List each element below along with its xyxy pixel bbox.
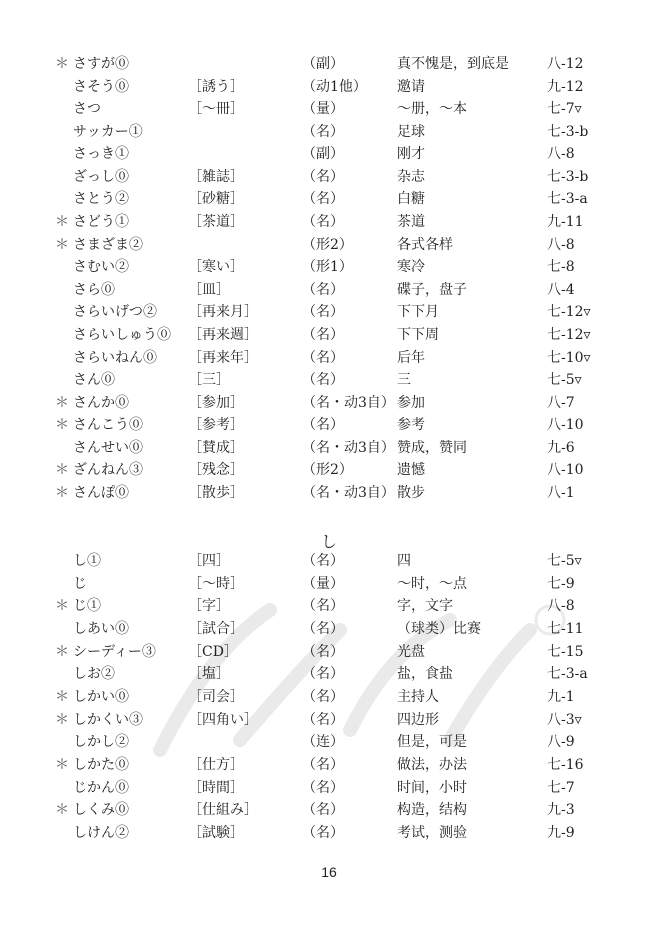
vocab-entry (0, 257, 658, 277)
entry-kanji: ［散歩］ (188, 485, 244, 502)
entry-part-of-speech: （名） (302, 643, 344, 660)
entry-lesson-ref: 七-16 (547, 757, 584, 774)
entry-kanji: ［皿］ (188, 281, 230, 298)
entry-part-of-speech: （名） (302, 191, 344, 208)
entry-meaning: 下下月 (397, 304, 439, 321)
entry-reading: さらいねん⓪ (73, 349, 157, 366)
entry-lesson-ref: 八-8 (547, 146, 575, 163)
entry-lesson-ref: 八-4 (547, 281, 575, 298)
entry-part-of-speech: （形2） (302, 462, 353, 479)
entry-reading: さらいしゅう⓪ (73, 326, 171, 343)
entry-kanji: ［賛成］ (188, 439, 244, 456)
entry-meaning: ～时，～点 (397, 575, 467, 592)
vocab-entry (0, 189, 658, 209)
entry-lesson-ref: 七-5▿ (547, 372, 582, 389)
entry-reading: さっき① (73, 146, 129, 163)
entry-lesson-ref: 七-7 (547, 779, 575, 796)
entry-kanji: ［誘う］ (188, 78, 244, 95)
entry-reading: さら⓪ (73, 281, 115, 298)
entry-meaning: 三 (397, 372, 411, 389)
entry-lesson-ref: 七-11 (547, 621, 584, 637)
entry-lesson-ref: 九-1 (547, 689, 575, 706)
entry-meaning: 字，文字 (397, 598, 453, 615)
vocab-entry (0, 642, 658, 662)
vocab-entry (0, 235, 658, 255)
entry-part-of-speech: （副） (302, 56, 344, 72)
entry-meaning: 碟子，盘子 (397, 281, 467, 298)
vocab-entry (0, 167, 658, 187)
entry-meaning: 足球 (397, 123, 425, 140)
entry-kanji: ［仕方］ (188, 757, 244, 774)
entry-meaning: 赞成，赞同 (397, 439, 467, 456)
entry-meaning: 杂志 (397, 168, 425, 185)
vocab-entry (0, 551, 658, 571)
entry-kanji: ［寒い］ (188, 259, 244, 276)
entry-part-of-speech: （名） (302, 711, 344, 728)
entry-lesson-ref: 七-7▿ (547, 101, 582, 118)
entry-kanji: ［字］ (188, 598, 230, 615)
entry-part-of-speech: （名） (302, 281, 344, 298)
entry-part-of-speech: （名） (302, 689, 344, 706)
vocab-entry (0, 710, 658, 730)
entry-reading: さそう⓪ (73, 78, 129, 95)
key-word-marker: ＊ (55, 394, 69, 411)
vocab-entry (0, 800, 658, 820)
entry-lesson-ref: 八-10 (547, 462, 584, 479)
entry-kanji: ［再来週］ (188, 326, 258, 343)
entry-kanji: ［試合］ (188, 621, 244, 637)
vocab-entry (0, 574, 658, 594)
entry-kanji: ［塩］ (188, 666, 230, 683)
entry-meaning: 遗憾 (397, 462, 425, 479)
entry-reading: しくみ⓪ (73, 802, 129, 819)
entry-lesson-ref: 八-12 (547, 56, 584, 72)
entry-meaning: 主持人 (397, 689, 439, 706)
entry-meaning: 散步 (397, 485, 425, 502)
entry-part-of-speech: （名） (302, 779, 344, 796)
entry-part-of-speech: （量） (302, 101, 344, 118)
entry-lesson-ref: 八-9 (547, 734, 575, 751)
entry-lesson-ref: 九-11 (547, 214, 584, 231)
entry-part-of-speech: （名） (302, 417, 344, 434)
entry-meaning: 下下周 (397, 326, 439, 343)
entry-kanji: ［残念］ (188, 462, 244, 479)
key-word-marker: ＊ (55, 56, 69, 72)
entry-part-of-speech: （形2） (302, 236, 353, 253)
entry-part-of-speech: （动1他） (302, 78, 367, 95)
section-heading-shi: し (320, 532, 337, 551)
entry-part-of-speech: （形1） (302, 259, 353, 276)
key-word-marker: ＊ (55, 485, 69, 502)
entry-part-of-speech: （名） (302, 553, 344, 569)
entry-reading: じかん⓪ (73, 779, 129, 796)
entry-reading: ざんねん③ (73, 462, 143, 479)
entry-lesson-ref: 八-8 (547, 598, 575, 615)
vocab-entry (0, 596, 658, 616)
entry-lesson-ref: 七-3-a (547, 191, 588, 208)
entry-reading: シーディー③ (73, 643, 156, 660)
vocab-entry (0, 280, 658, 300)
key-word-marker: ＊ (55, 417, 69, 434)
entry-kanji: ［参加］ (188, 394, 244, 411)
entry-part-of-speech: （量） (302, 575, 344, 592)
vocab-entry (0, 687, 658, 707)
entry-reading: さむい② (73, 259, 129, 276)
entry-part-of-speech: （名） (302, 372, 344, 389)
page-number: 16 (321, 864, 337, 880)
vocab-entry (0, 325, 658, 345)
key-word-marker: ＊ (55, 643, 69, 660)
entry-lesson-ref: 八-8 (547, 236, 575, 253)
vocab-entry (0, 370, 658, 390)
entry-reading: さんこう⓪ (73, 417, 143, 434)
entry-meaning: 茶道 (397, 214, 425, 231)
entry-lesson-ref: 八-7 (547, 394, 575, 411)
entry-reading: しかい⓪ (73, 689, 129, 706)
entry-kanji: ［司会］ (188, 689, 244, 706)
entry-meaning: 盐，食盐 (397, 666, 453, 683)
entry-lesson-ref: 七-3-a (547, 666, 588, 683)
entry-kanji: ［雑誌］ (188, 168, 244, 185)
entry-meaning: 参考 (397, 417, 425, 434)
key-word-marker: ＊ (55, 802, 69, 819)
entry-reading: じ (73, 575, 87, 592)
entry-part-of-speech: （名） (302, 349, 344, 366)
entry-lesson-ref: 七-3-b (547, 123, 589, 140)
key-word-marker: ＊ (55, 236, 69, 253)
entry-part-of-speech: （名） (302, 326, 344, 343)
entry-reading: さんぽ⓪ (73, 485, 129, 502)
entry-part-of-speech: （名） (302, 825, 344, 842)
vocab-entry (0, 664, 658, 684)
entry-meaning: 白糖 (397, 191, 425, 208)
entry-meaning: 寒冷 (397, 259, 425, 276)
entry-lesson-ref: 九-9 (547, 825, 575, 842)
vocab-entry (0, 619, 658, 639)
vocab-entry (0, 99, 658, 119)
entry-kanji: ［再来月］ (188, 304, 258, 321)
entry-part-of-speech: （名） (302, 666, 344, 683)
entry-lesson-ref: 八-10 (547, 417, 584, 434)
entry-kanji: ［四角い］ (188, 711, 258, 728)
entry-kanji: ［四］ (188, 553, 230, 569)
entry-meaning: 各式各样 (397, 236, 453, 253)
entry-kanji: ［三］ (188, 372, 230, 389)
entry-reading: しあい⓪ (73, 621, 129, 637)
entry-part-of-speech: （副） (302, 146, 344, 163)
entry-kanji: ［～時］ (188, 575, 244, 592)
entry-kanji: ［再来年］ (188, 349, 258, 366)
entry-meaning: 四 (397, 553, 411, 569)
entry-kanji: ［～冊］ (188, 101, 244, 118)
entry-lesson-ref: 七-12▿ (547, 304, 591, 321)
entry-meaning: 邀请 (397, 78, 425, 95)
key-word-marker: ＊ (55, 598, 69, 615)
entry-part-of-speech: （名） (302, 168, 344, 185)
entry-lesson-ref: 七-10▿ (547, 349, 591, 366)
entry-meaning: 考试，测验 (397, 825, 467, 842)
entry-reading: しかし② (73, 734, 129, 751)
entry-lesson-ref: 八-1 (547, 485, 575, 502)
entry-kanji: ［試験］ (188, 825, 244, 842)
key-word-marker: ＊ (55, 711, 69, 728)
entry-meaning: 做法，办法 (397, 757, 467, 774)
vocab-entry (0, 302, 658, 322)
key-word-marker: ＊ (55, 462, 69, 479)
entry-lesson-ref: 九-3 (547, 802, 575, 819)
entry-meaning: 但是，可是 (397, 734, 467, 751)
vocab-entry (0, 122, 658, 142)
entry-lesson-ref: 九-12 (547, 78, 584, 95)
entry-lesson-ref: 七-5▿ (547, 553, 582, 569)
entry-reading: さらいげつ② (73, 304, 157, 321)
entry-part-of-speech: （名） (302, 123, 344, 140)
vocab-entry (0, 823, 658, 843)
entry-reading: しお② (73, 666, 115, 683)
entry-meaning: ～册，～本 (397, 101, 467, 118)
entry-kanji: ［CD］ (188, 643, 238, 660)
entry-kanji: ［茶道］ (188, 214, 244, 231)
key-word-marker: ＊ (55, 689, 69, 706)
key-word-marker: ＊ (55, 757, 69, 774)
entry-meaning: （球类）比赛 (397, 621, 481, 637)
vocab-entry (0, 212, 658, 232)
entry-reading: さとう② (73, 191, 129, 208)
entry-meaning: 真不愧是，到底是 (397, 56, 509, 72)
vocab-entry (0, 732, 658, 752)
entry-lesson-ref: 七-9 (547, 575, 575, 592)
entry-kanji: ［時間］ (188, 779, 244, 796)
entry-lesson-ref: 八-3▿ (547, 711, 582, 728)
entry-lesson-ref: 七-12▿ (547, 326, 591, 343)
entry-kanji: ［砂糖］ (188, 191, 244, 208)
entry-part-of-speech: （名） (302, 621, 344, 637)
entry-lesson-ref: 九-6 (547, 439, 575, 456)
entry-part-of-speech: （连） (302, 734, 344, 751)
entry-kanji: ［参考］ (188, 417, 244, 434)
entry-meaning: 后年 (397, 349, 425, 366)
entry-reading: さんか⓪ (73, 394, 129, 411)
entry-part-of-speech: （名） (302, 757, 344, 774)
key-word-marker: ＊ (55, 214, 69, 231)
entry-reading: さまざま② (73, 236, 143, 253)
vocab-entry (0, 438, 658, 458)
entry-part-of-speech: （名・动3自） (302, 485, 395, 502)
entry-meaning: 刚才 (397, 146, 425, 163)
vocab-entry (0, 460, 658, 480)
entry-reading: しかた⓪ (73, 757, 129, 774)
vocab-entry (0, 415, 658, 435)
entry-reading: じ① (73, 598, 101, 615)
vocab-entry (0, 144, 658, 164)
entry-part-of-speech: （名・动3自） (302, 394, 395, 411)
entry-meaning: 构造，结构 (397, 802, 467, 819)
entry-reading: し① (73, 553, 101, 569)
entry-part-of-speech: （名・动3自） (302, 439, 395, 456)
entry-lesson-ref: 七-15 (547, 643, 584, 660)
vocab-entry (0, 755, 658, 775)
entry-meaning: 时间，小时 (397, 779, 467, 796)
entry-part-of-speech: （名） (302, 304, 344, 321)
vocab-entry (0, 77, 658, 97)
vocab-entry (0, 348, 658, 368)
entry-reading: さどう① (73, 214, 129, 231)
entry-reading: さん⓪ (73, 372, 115, 389)
entry-reading: しけん② (73, 825, 129, 842)
entry-lesson-ref: 七-8 (547, 259, 575, 276)
vocab-entry (0, 393, 658, 413)
entry-meaning: 四边形 (397, 711, 439, 728)
entry-reading: しかくい③ (73, 711, 143, 728)
entry-meaning: 参加 (397, 394, 425, 411)
entry-lesson-ref: 七-3-b (547, 168, 589, 185)
entry-part-of-speech: （名） (302, 598, 344, 615)
entry-part-of-speech: （名） (302, 802, 344, 819)
entry-reading: さつ (73, 101, 101, 118)
entry-reading: サッカー① (73, 123, 143, 140)
entry-reading: さんせい⓪ (73, 439, 143, 456)
vocab-entry (0, 483, 658, 503)
entry-reading: ざっし⓪ (73, 168, 129, 185)
entry-meaning: 光盘 (397, 643, 425, 660)
entry-kanji: ［仕組み］ (188, 802, 258, 819)
vocab-entry (0, 54, 658, 74)
entry-part-of-speech: （名） (302, 214, 344, 231)
entry-reading: さすが⓪ (73, 56, 129, 72)
vocab-entry (0, 778, 658, 798)
